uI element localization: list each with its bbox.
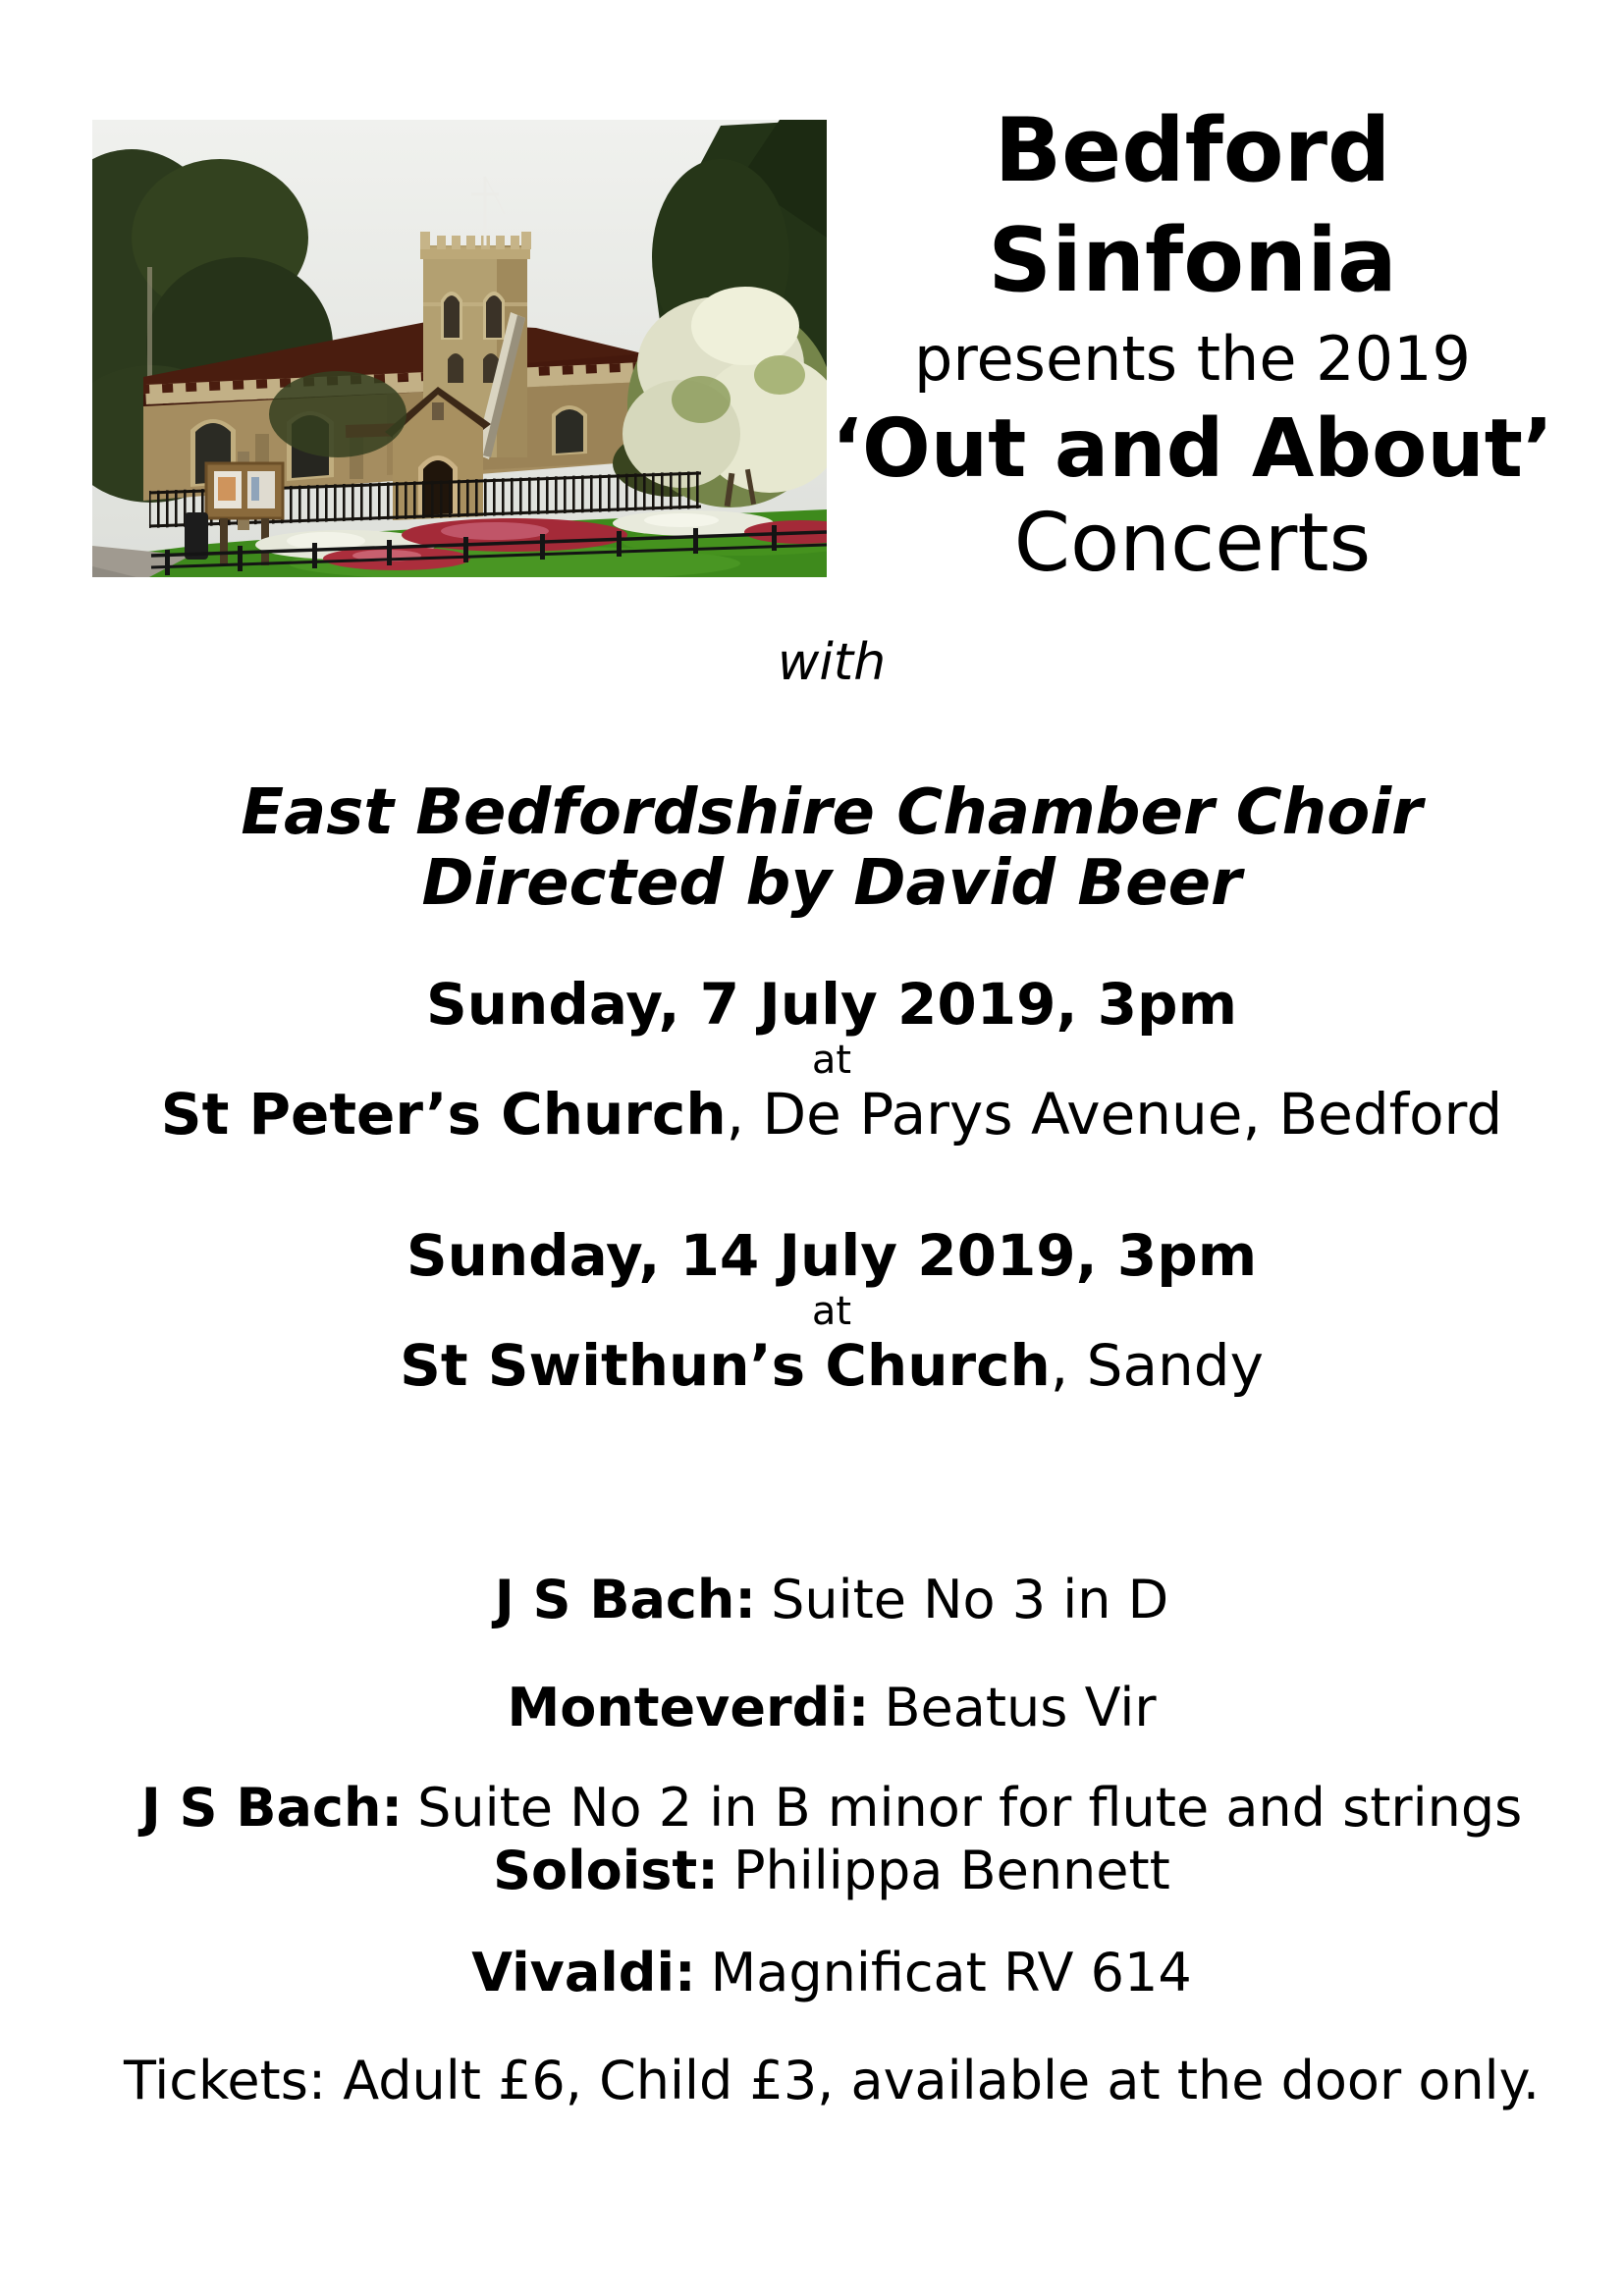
composer-label: J S Bach: [140,1777,403,1839]
programme-item [39,1942,1624,2004]
church-photo [92,120,827,577]
choir-name: East Bedfordshire Chamber Choir [241,776,1423,849]
series-suffix: Concerts [1013,497,1372,590]
choir-block [39,777,1624,919]
programme-item [39,1569,1624,1631]
concert-1-venue-location: , De Parys Avenue, Bedford [726,1081,1503,1148]
work-title: Magnificat RV 614 [710,1942,1192,2003]
concert-1-venue-name: St Peter’s Church [160,1081,727,1148]
work-title: Beatus Vir [884,1677,1157,1738]
concert-1-at: at [811,1038,852,1083]
concert-2-at: at [811,1289,852,1334]
concert-1-venue [39,1080,1624,1148]
programme-item [39,1777,1624,1840]
title-line-1: Bedford [994,99,1391,202]
concert-2-venue [39,1331,1624,1400]
with-label: with [777,633,887,692]
concert-1-date: Sunday, 7 July 2019, 3pm [425,971,1238,1038]
soloist-name: Philippa Bennett [732,1840,1170,1901]
programme-item [39,1840,1624,1902]
composer-label: Monteverdi: [507,1677,870,1738]
soloist-label: Soloist: [493,1840,719,1901]
subtitle: presents the 2019 [914,323,1471,395]
composer-label: J S Bach: [494,1569,756,1630]
programme-item [39,1677,1624,1739]
work-title: Suite No 2 in B minor for flute and strings [417,1777,1523,1839]
concert-2-date: Sunday, 14 July 2019, 3pm [406,1222,1258,1289]
tickets-line: Tickets: Adult £6, Child £3, available at the door only. [123,2050,1541,2111]
title-block [830,96,1555,591]
title-line-2: Sinfonia [988,209,1397,312]
church-photo-graphic [92,120,827,577]
work-title: Suite No 3 in D [771,1569,1169,1630]
choir-director: Directed by David Beer [421,847,1242,920]
concert-2-venue-location: , Sandy [1050,1332,1264,1399]
concert-2-venue-name: St Swithun’s Church [400,1332,1051,1399]
series-title: ‘Out and About’ [831,402,1554,496]
composer-label: Vivaldi: [471,1942,696,2003]
